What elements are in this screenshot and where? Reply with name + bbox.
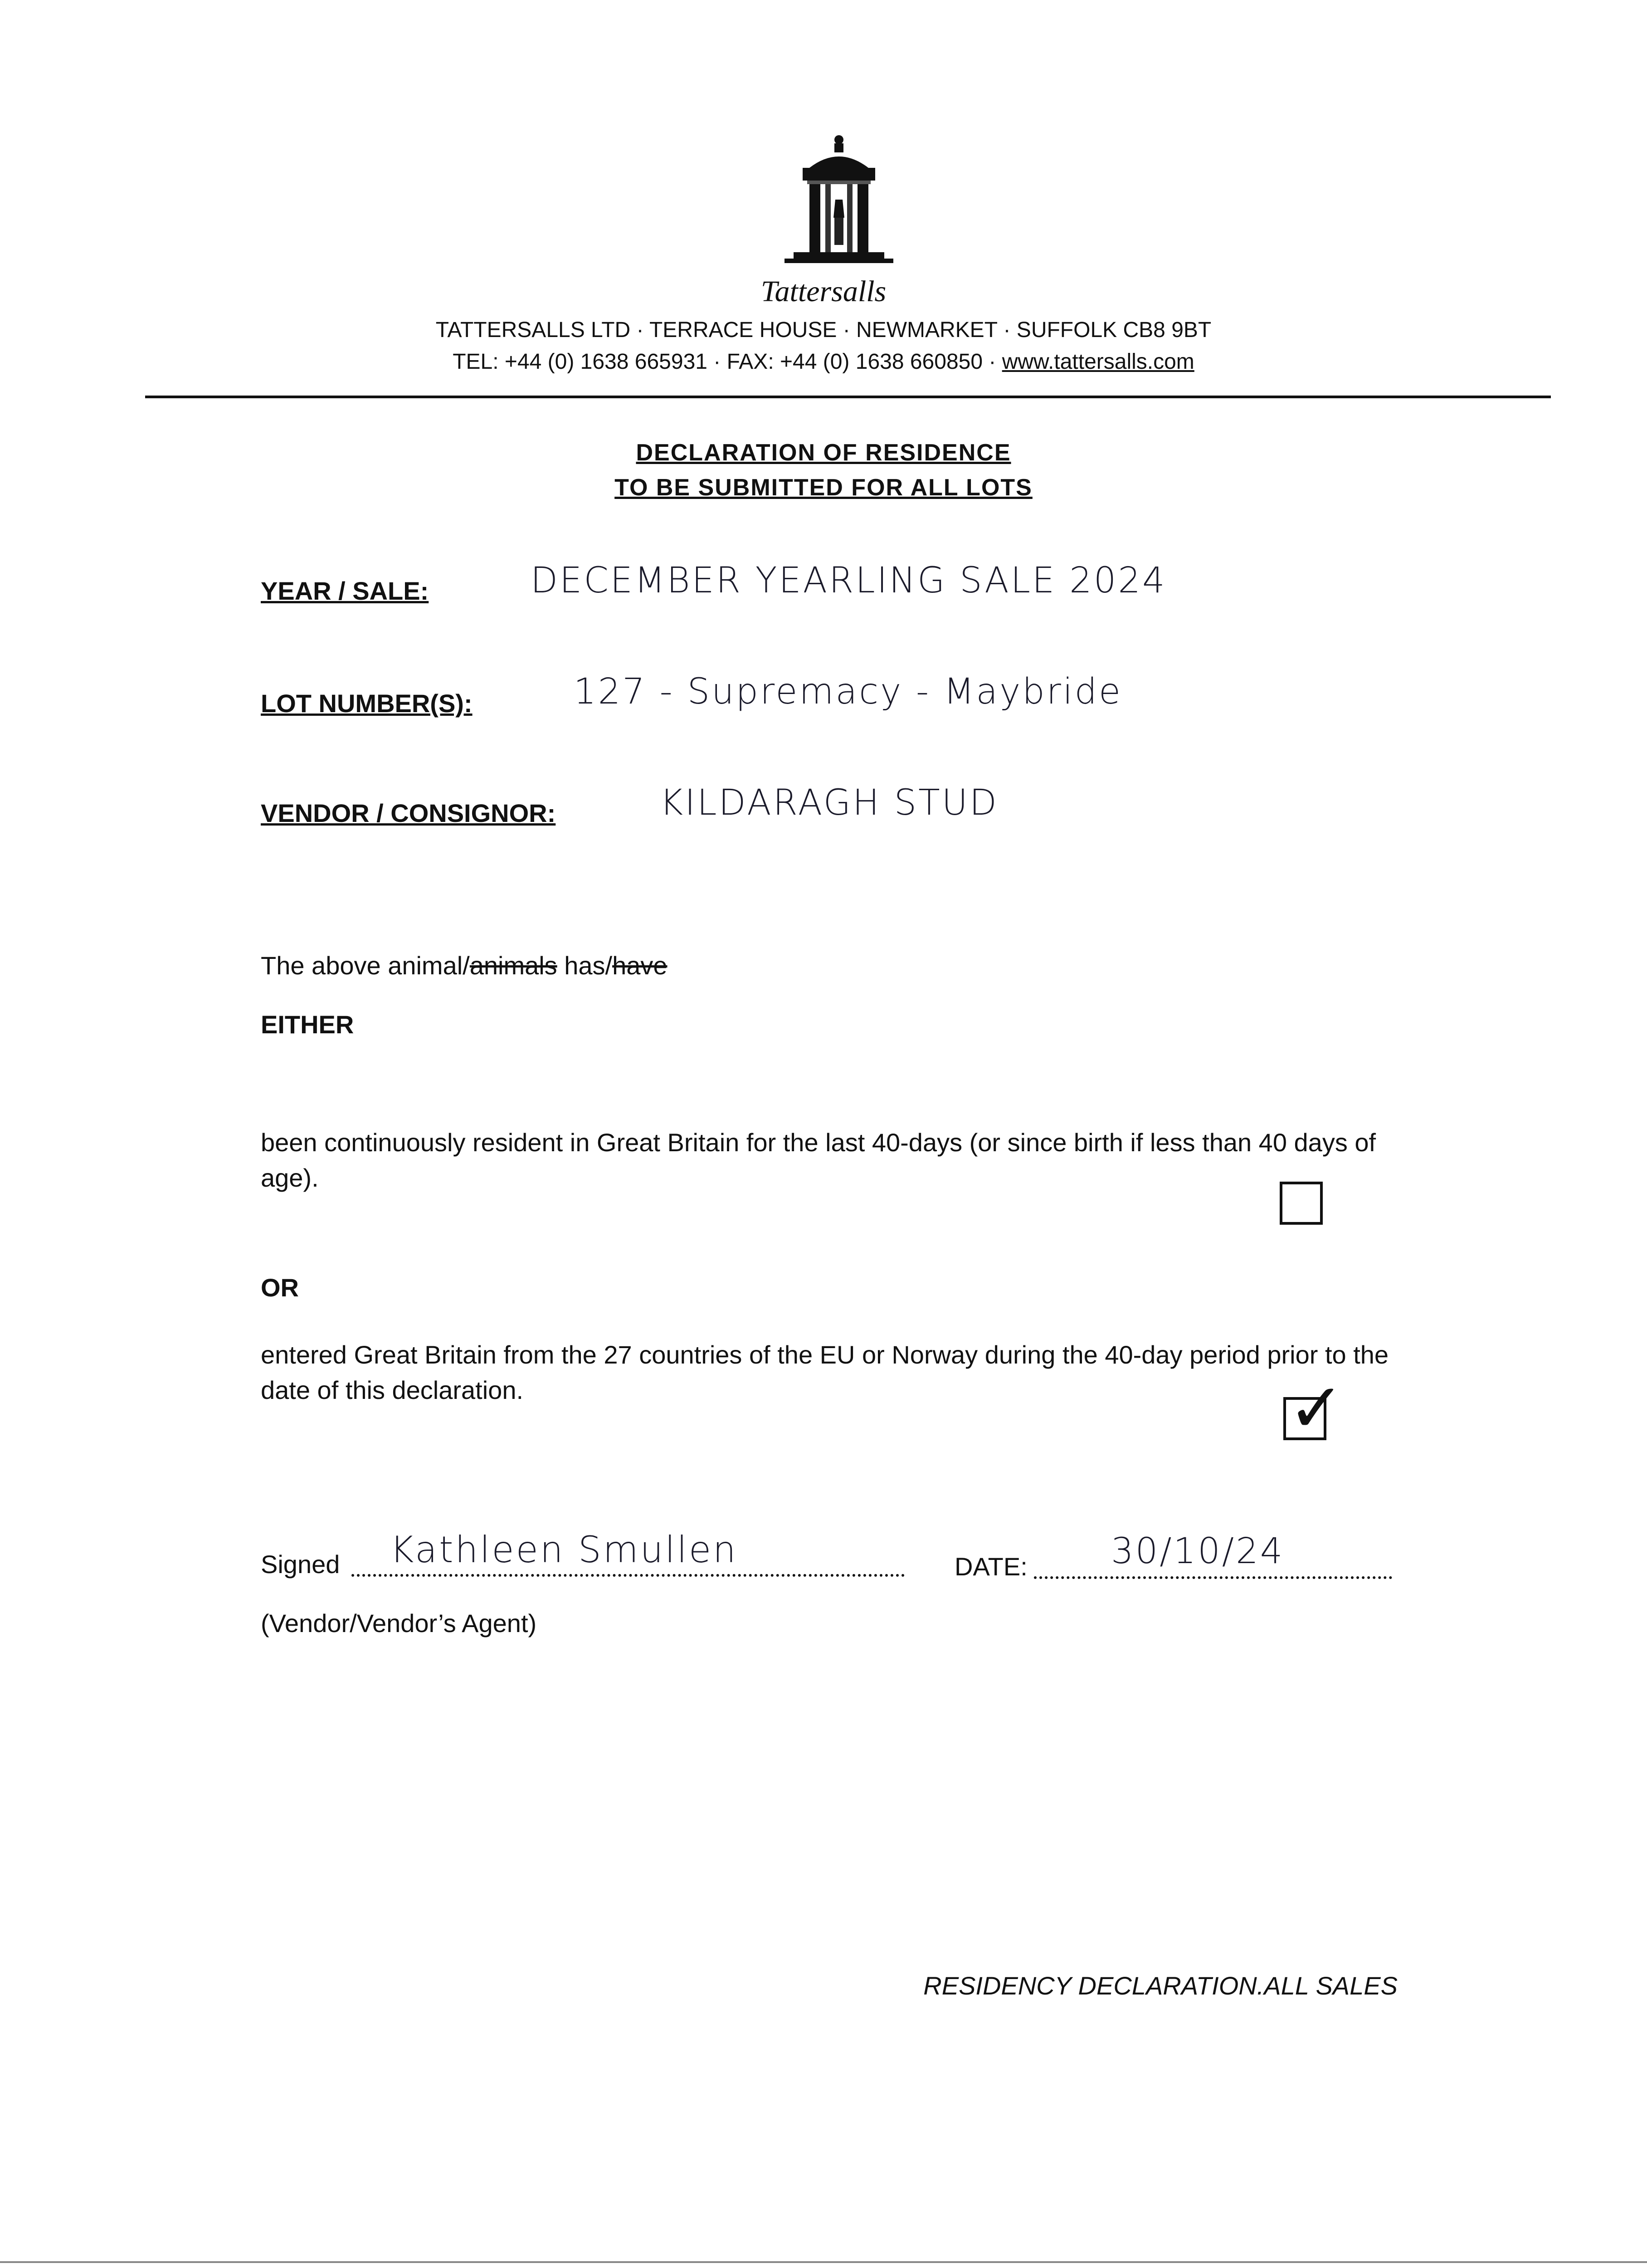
option2-check-mark: ✓: [1288, 1369, 1345, 1448]
tattersalls-logo: [766, 132, 911, 277]
date-label: DATE:: [955, 1552, 1028, 1581]
brand-name: Tattersalls: [760, 275, 887, 308]
statement-text-2: has/: [557, 951, 613, 980]
year-sale-value[interactable]: DECEMBER YEARLING SALE 2024: [531, 560, 1167, 601]
contact-numbers: TEL: +44 (0) 1638 665931 · FAX: +44 (0) 1638 660850 ·: [453, 350, 1002, 374]
lot-number-value[interactable]: 127 - Supremacy - Maybride: [574, 671, 1122, 712]
option1-checkbox[interactable]: [1280, 1182, 1323, 1225]
company-contact: [0, 349, 1647, 374]
document-title: DECLARATION OF RESIDENCE: [636, 440, 1011, 466]
date-value[interactable]: 30/10/24: [1111, 1531, 1285, 1572]
vendor-consignor-value[interactable]: KILDARAGH STUD: [660, 782, 999, 823]
statement-text-1: The above animal/: [261, 951, 470, 980]
animal-statement: [261, 948, 668, 983]
option-continuous-residence: been continuously resident in Great Britain for the last 40-days (or since birth if less than 40 days of age).: [261, 1128, 1376, 1192]
company-address: TATTERSALLS LTD · TERRACE HOUSE · NEWMARKET · SUFFOLK CB8 9BT: [435, 318, 1212, 342]
signed-label: Signed: [261, 1550, 340, 1579]
either-heading: EITHER: [261, 1010, 354, 1039]
year-sale-label: YEAR / SALE:: [261, 577, 429, 605]
date-line: [1034, 1576, 1392, 1579]
header-divider: [145, 396, 1551, 398]
signature-value[interactable]: Kathleen Smullen: [390, 1529, 738, 1571]
option-entered-from-eu: entered Great Britain from the 27 countries of the EU or Norway during the 40-day period prior to the date of this declaration.: [261, 1340, 1389, 1404]
vendor-consignor-label: VENDOR / CONSIGNOR:: [261, 799, 556, 827]
or-heading: OR: [261, 1273, 299, 1302]
struck-have: have: [612, 951, 668, 980]
page-bottom-edge: [0, 2261, 1647, 2263]
signature-line: [351, 1574, 905, 1577]
struck-animals: animals: [469, 951, 557, 980]
vendor-agent-role: (Vendor/Vendor’s Agent): [261, 1609, 537, 1637]
website-link[interactable]: www.tattersalls.com: [1002, 350, 1194, 374]
lot-number-label: LOT NUMBER(S):: [261, 689, 473, 718]
document-subtitle: TO BE SUBMITTED FOR ALL LOTS: [614, 474, 1033, 501]
footer-label: RESIDENCY DECLARATION.ALL SALES: [923, 1971, 1398, 2000]
